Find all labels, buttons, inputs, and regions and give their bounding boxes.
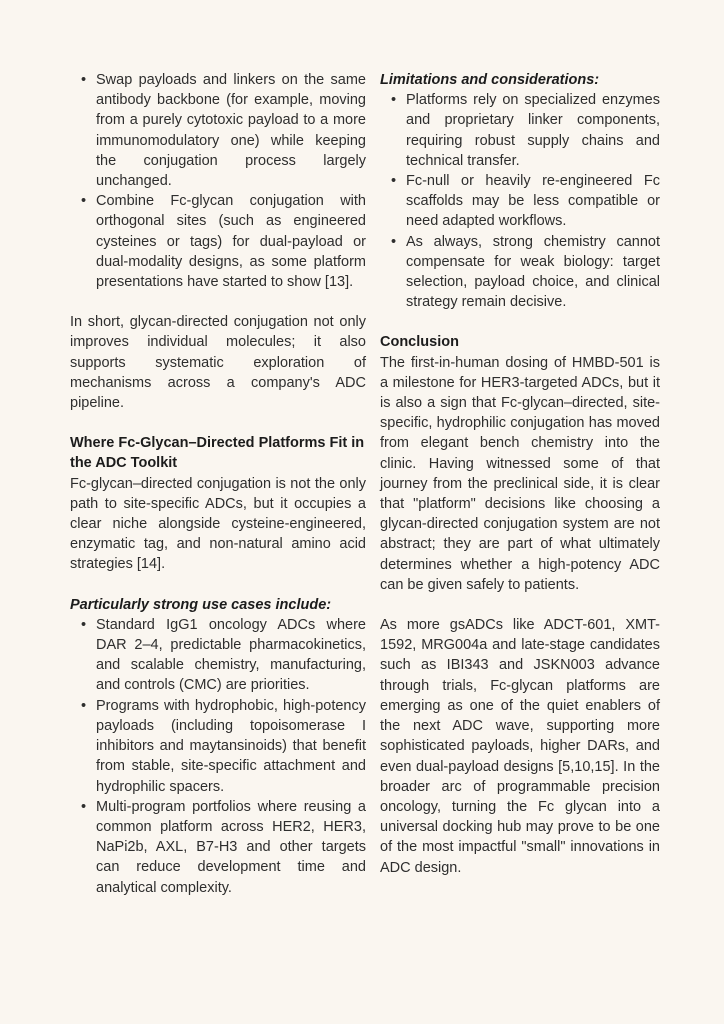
bullet-item: [70, 70, 366, 191]
paragraph: As more gsADCs like ADCT-601, XMT-1592, MRG004a and late-stage candidates such as IBI343 and JSKN003 advance through trials, Fc-glycan platforms are emerging as one of the quiet enablers of the next ADC wave, supporting more sophisticated payloads, higher DARs, and even dual-payload designs [5,10,15]. In the broader arc of programmable precision oncology, turning the Fc glycan into a universal docking hub may prove to be one of the most impactful "small" innovations in ADC design.: [380, 617, 660, 876]
bullet-icon: •: [391, 173, 397, 190]
bullet-text: Fc-null or heavily re-engineered Fc scaffolds may be less compatible or need adapted workflows.: [406, 173, 660, 230]
section-heading: Where Fc-Glycan–Directed Platforms Fit in the ADC Toolkit: [70, 435, 365, 472]
bullet-list: [380, 90, 660, 312]
page-content: [70, 70, 660, 898]
bullet-item: [70, 797, 366, 898]
paragraph: The first-in-human dosing of HMBD-501 is a milestone for HER3-targeted ADCs, but it is also a sign that Fc-glycan–directed, site-specific, hydrophilic conjugation has moved from elegant bench chemistry into the clinic. Having witnessed some of that journey from the preclinical side, it is clear that "platform" decisions like choosing a glycan-directed conjugation system are not abstract; they are part of what ultimately determines whether a high-potency ADC can be given safely to patients.: [380, 354, 660, 593]
bullet-text: Multi-program portfolios where reusing a common platform across HER2, HER3, NaPi2b, AXL, B7-H3 and other targets can reduce development time and analytical complexity.: [96, 798, 366, 896]
bullet-item: [380, 171, 660, 232]
bullet-text: Platforms rely on specialized enzymes and proprietary linker components, requiring robust supply chains and technical transfer.: [406, 92, 660, 169]
bullet-icon: •: [81, 697, 87, 714]
bullet-list: [70, 70, 366, 292]
bullet-text: Standard IgG1 oncology ADCs where DAR 2–4, predictable pharmacokinetics, and scalable chemistry, manufacturing, and controls (CMC) are priorities.: [96, 616, 366, 694]
bullet-text: Swap payloads and linkers on the same antibody backbone (for example, moving from a purely cytotoxic payload to a more immunomodulatory one) while keeping the conjugation process largely unchanged.: [96, 72, 366, 190]
bullet-icon: •: [81, 798, 87, 815]
column-right: [380, 70, 660, 898]
bullet-icon: •: [391, 233, 397, 250]
bullet-icon: •: [81, 616, 87, 633]
bullet-icon: •: [81, 193, 87, 210]
bullet-item: [380, 232, 660, 313]
section-heading: Conclusion: [380, 334, 459, 351]
bullet-item: [70, 191, 366, 292]
bullet-icon: •: [81, 72, 87, 88]
bullet-text: Combine Fc-glycan conjugation with orthogonal sites (such as engineered cysteines or tags) for dual-payload or dual-modality designs, as some platform presentations have started to show [13].: [96, 193, 366, 291]
bullet-list: [70, 615, 366, 898]
paragraph: Fc-glycan–directed conjugation is not the only path to site-specific ADCs, but it occupies a clear niche alongside cysteine-engineered, enzymatic tag, and non-natural amino acid strategies [14].: [70, 475, 366, 573]
bullet-item: [70, 696, 366, 797]
section-subheading: Particularly strong use cases include:: [70, 596, 332, 613]
bullet-item: [380, 90, 660, 171]
paragraph: In short, glycan-directed conjugation not only improves individual molecules; it also supports systematic exploration of mechanisms across a company's ADC pipeline.: [70, 314, 366, 412]
section-subheading: Limitations and considerations:: [380, 72, 600, 88]
bullet-text: Programs with hydrophobic, high-potency payloads (including topoisomerase I inhibitors and maytansinoids) that benefit from stable, site-specific attachment and hydrophilic spacers.: [96, 697, 366, 795]
column-left: [70, 70, 366, 898]
bullet-item: [70, 615, 366, 696]
bullet-icon: •: [391, 92, 397, 109]
bullet-text: As always, strong chemistry cannot compensate for weak biology: target selection, payload choice, and clinical strategy remain decisive.: [406, 233, 660, 311]
